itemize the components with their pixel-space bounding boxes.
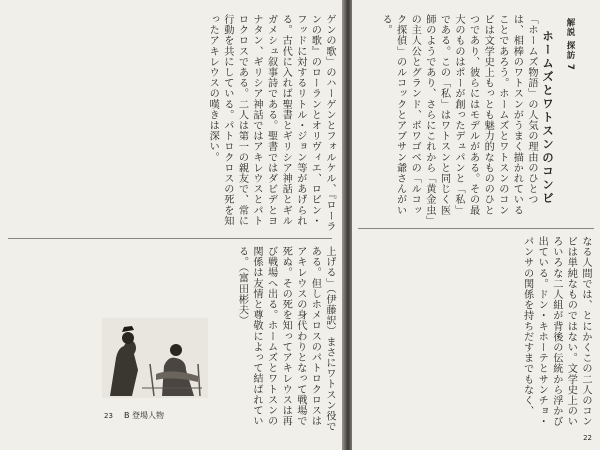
- illustration-holmes-watson: [102, 318, 208, 398]
- illustration-caption: B 登場人物: [124, 411, 165, 420]
- left-lower-text: 上げる」（伊藤訳）まさにワトスン役である。但しホメロスのパトロクロスはアキレウスの身代わりとなって戦場で死ぬ。その死を知ってアキレウスは再び戦場へ出る。ホームズとワトスンの関係は友情と尊敬によって結ばれている。（富田彬夫）: [236, 246, 335, 432]
- right-page: [352, 0, 600, 450]
- right-divider: [358, 228, 594, 229]
- book-gutter: [342, 0, 352, 450]
- left-page-number: 23: [104, 412, 113, 420]
- right-col-b: なる人間では、とにかくこの二人のコンビは単純なものではない。文学史上のいろいろな二人組が背後の伝統から浮かび出ている。ドン・キホーテとサンチョ・パンサの関係を持ちだすまでもなく、: [521, 236, 591, 427]
- engraving-image: [102, 318, 208, 398]
- right-page-number: 22: [583, 434, 592, 442]
- article-title: ホームズとワトスンのコンビ: [541, 30, 555, 206]
- section-divider: [8, 238, 332, 239]
- left-upper-text: ゲンの歌」のハーゲンとフォルケル、『ローランの歌』のローランとオリヴィエ、ロビン・フッドに対するリトル・ジョン等があげられる。古代に入れば聖書とギリシア神話とギルガメシュ叙事詩である。聖書ではダビデとヨナタン、ギリシア神話ではアキレウスとパトロクロスである。二人は第一の親友で、常に行動を共にしている。パトロクロスの死を知ったアキレウスの嘆きは深い。: [207, 14, 335, 232]
- left-upper-text-cont: [16, 14, 166, 232]
- right-col-a: 「ホームズ物語」の人気の理由のひとつは、相棒のワトスンがうまく描かれていることであろう。ホームズとワトスンのコンビは文学史上もっとも魅力的なもののひとつであり、彼らにはモデルがある。その最大のものはポーが創ったデュパンと「私」である。この「私」はワトスンと同じく医師のようであり、さらにこれから「黄金虫」の主人公とグランド、ボワゴベの「ルコック探偵」のルコックとアブサン爺さんがいる。: [380, 14, 537, 221]
- series-label: 解説 探訪 7: [565, 18, 575, 71]
